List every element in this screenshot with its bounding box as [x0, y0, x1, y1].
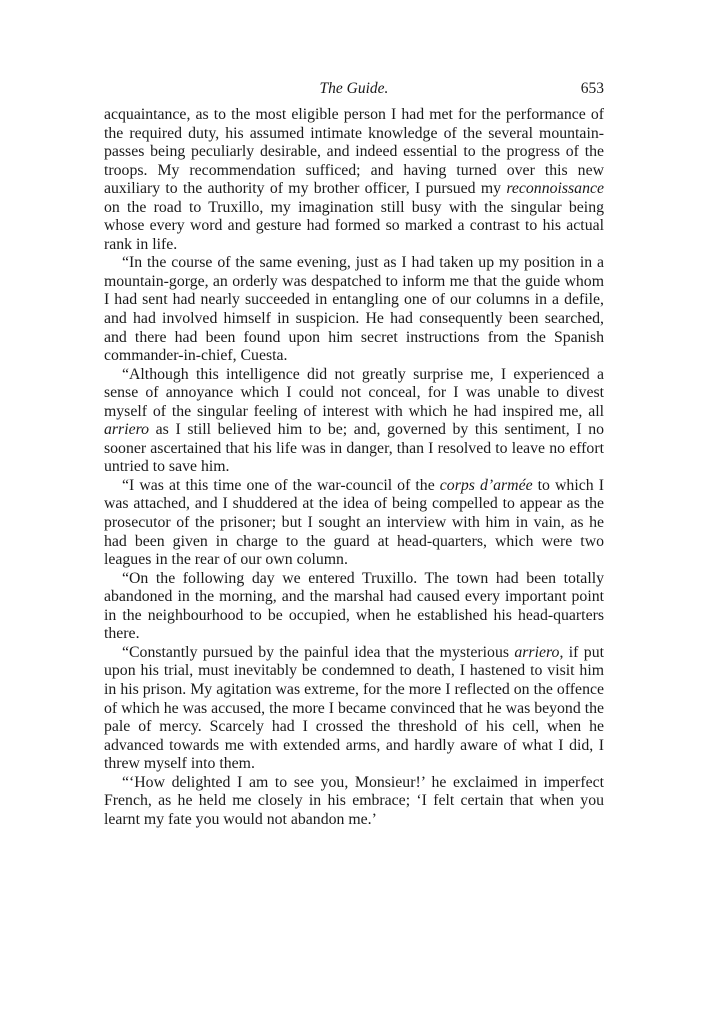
text-run: “In the course of the same evening, just as I had taken up my position in a mountain-gorge, an orderly was despatched to inform me that the guide whom I had sent had nearly succeeded in entangling one of our columns in a defile, and had involved himself in suspicion. He had consequently been searched, and there had been found upon him secret instructions from the Spanish commander-in-chief, Cuesta. [104, 254, 604, 365]
paragraph [104, 570, 604, 644]
text-run: “I was at this time one of the war-council of the [122, 476, 440, 494]
text-run: to which I was attached, and I shuddered at the idea of being compelled to appear as the prosecutor of the prisoner; but I sought an interview with him in vain, as he had been given in charge to the guard at head-quarters, which were two leagues in the rear of our own column. [104, 476, 604, 569]
paragraph [104, 106, 604, 254]
running-title: The Guide. [319, 80, 389, 97]
paragraph [104, 366, 604, 477]
text-run: “Although this intelligence did not greatly surprise me, I experienced a sense of annoyance which I could not conceal, for I was unable to divest myself of the singular feeling of interest with which he had inspired me, all [104, 365, 604, 420]
text-run: “On the following day we entered Truxillo. The town had been totally abandoned in the morning, and the marshal had caused every important point in the neighbourhood to be occupied, when he established his head-quarters there. [104, 569, 604, 643]
page-number: 653 [580, 80, 604, 97]
italic-term: reconnoissance [506, 180, 604, 198]
body-text [104, 106, 604, 829]
paragraph [104, 254, 604, 365]
paragraph [104, 644, 604, 774]
book-page [104, 80, 604, 829]
running-head [104, 80, 604, 106]
text-run: , if put upon his trial, must inevitably be condemned to death, I hastened to visit him in his prison. My agitation was extreme, for the more I reflected on the offence of which he was accused, the more I became convinced that he was beyond the pale of mercy. Scarcely had I crossed the threshold of his cell, when he advanced towards me with extended arms, and hardly aware of what I did, I threw myself into them. [104, 643, 604, 773]
text-run: “‘How delighted I am to see you, Monsieur!’ he exclaimed in imperfect French, as he held me closely in his embrace; ‘I felt certain that when you learnt my fate you would not abandon me.’ [104, 773, 604, 828]
text-run: acquaintance, as to the most eligible person I had met for the performance of the required duty, his assumed intimate knowledge of the several mountain-passes being peculiarly desirable, and indeed essential to the progress of the troops. My recommendation sufficed; and having turned over this new auxiliary to the authority of my brother officer, I pursued my [104, 106, 604, 198]
text-run: as I still believed him to be; and, governed by this sentiment, I no sooner ascertained that his life was in danger, than I resolved to leave no effort untried to save him. [104, 421, 604, 476]
italic-term: corps d’armée [439, 476, 533, 494]
italic-term: arriero [104, 421, 150, 439]
paragraph [104, 774, 604, 830]
text-run: “Constantly pursued by the painful idea that the mysterious [122, 643, 515, 661]
italic-term: arriero [514, 643, 560, 661]
paragraph [104, 477, 604, 570]
text-run: on the road to Truxillo, my imagination still busy with the singular being whose every word and gesture had formed so marked a contrast to his actual rank in life. [104, 198, 604, 253]
